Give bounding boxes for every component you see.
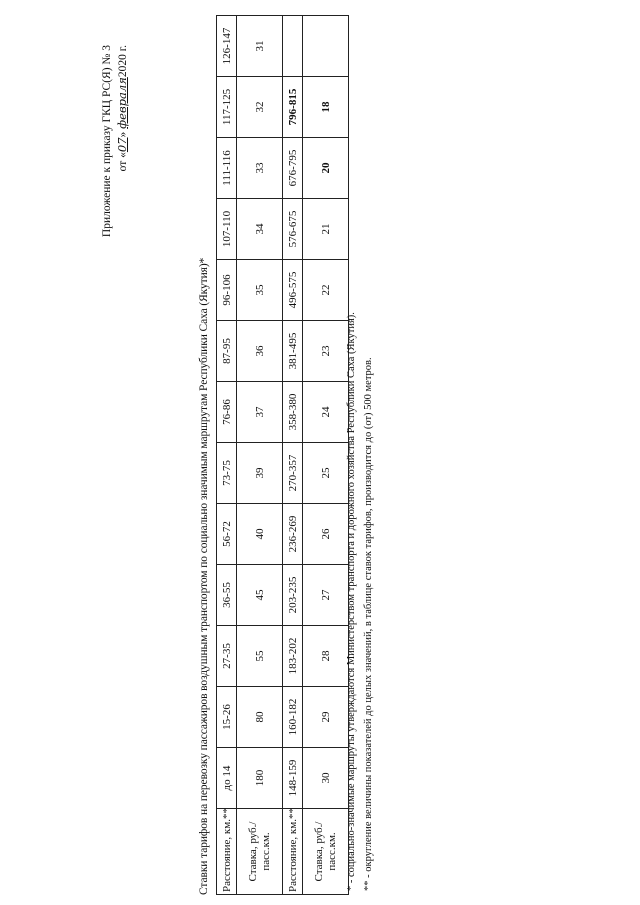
rate-cell: 40 <box>237 504 283 565</box>
rate-cell: 35 <box>237 260 283 321</box>
distance-cell: 76-86 <box>217 382 237 443</box>
footnote-2: ** - округление величины показателей до целых значений, в таблице ставок тарифов, производится до (от) 500 метров. <box>363 357 374 891</box>
rate-cell: 80 <box>237 687 283 748</box>
rate-cell: 27 <box>303 565 349 626</box>
appendix-order-line: Приложение к приказу ГКЦ РС(Я) № 3 <box>101 45 113 238</box>
distance-cell: до 14 <box>217 748 237 809</box>
appendix-header <box>100 45 131 345</box>
tariff-table <box>216 15 349 895</box>
table-row <box>283 16 303 895</box>
rate-cell: 30 <box>303 748 349 809</box>
rate-cell: 25 <box>303 443 349 504</box>
distance-cell: 183-202 <box>283 626 303 687</box>
distance-cell: 381-495 <box>283 321 303 382</box>
table-row <box>303 16 349 895</box>
distance-cell: 796-815 <box>283 77 303 138</box>
distance-cell: 676-795 <box>283 138 303 199</box>
rate-cell: 23 <box>303 321 349 382</box>
document-title: Ставки тарифов на перевозку пассажиров воздушным транспортом по социально значимым маршрутам Республики Саха (Якутия)* <box>198 257 210 895</box>
distance-cell: 126-147 <box>217 16 237 77</box>
distance-cell: 148-159 <box>283 748 303 809</box>
rate-cell: 36 <box>237 321 283 382</box>
rate-cell: 55 <box>237 626 283 687</box>
rate-cell: 39 <box>237 443 283 504</box>
distance-cell: 496-575 <box>283 260 303 321</box>
distance-cell: 117-125 <box>217 77 237 138</box>
rate-cell: 18 <box>303 77 349 138</box>
rate-cell: 28 <box>303 626 349 687</box>
distance-cell: 87-95 <box>217 321 237 382</box>
distance-cell: 15-26 <box>217 687 237 748</box>
rate-cell: 31 <box>237 16 283 77</box>
table-row <box>217 16 237 895</box>
rate-cell: 21 <box>303 199 349 260</box>
rate-label-cell: Ставка, руб./пасс.км. <box>303 809 349 895</box>
footnotes <box>343 11 377 891</box>
rate-cell: 180 <box>237 748 283 809</box>
rate-cell: 26 <box>303 504 349 565</box>
rate-cell: 33 <box>237 138 283 199</box>
distance-cell: 107-110 <box>217 199 237 260</box>
footnote-1: * - социально-значимые маршруты утверждаются Министерством транспорта и дорожного хозяйства Республики Саха (Якутия). <box>346 312 357 891</box>
distance-cell: 27-35 <box>217 626 237 687</box>
distance-cell: 236-269 <box>283 504 303 565</box>
distance-label-cell: Расстояние, км.** <box>283 809 303 895</box>
rate-cell: 45 <box>237 565 283 626</box>
distance-cell: 160-182 <box>283 687 303 748</box>
date-day-handwritten: 07 <box>115 137 129 153</box>
rate-label-cell: Ставка, руб./пасс.км. <box>237 809 283 895</box>
rate-cell: 29 <box>303 687 349 748</box>
distance-cell: 56-72 <box>217 504 237 565</box>
distance-cell: 73-75 <box>217 443 237 504</box>
rate-cell: 32 <box>237 77 283 138</box>
rate-cell: 20 <box>303 138 349 199</box>
empty-cell <box>303 16 349 77</box>
distance-cell: 111-116 <box>217 138 237 199</box>
empty-cell <box>283 16 303 77</box>
rate-cell: 24 <box>303 382 349 443</box>
rate-cell: 37 <box>237 382 283 443</box>
rate-cell: 34 <box>237 199 283 260</box>
appendix-date-line: от «07» февраля2020 г. <box>115 45 129 172</box>
distance-cell: 576-675 <box>283 199 303 260</box>
date-month-handwritten: февраля <box>115 77 129 129</box>
distance-cell: 358-380 <box>283 382 303 443</box>
distance-cell: 36-55 <box>217 565 237 626</box>
distance-label-cell: Расстояние, км.** <box>217 809 237 895</box>
table-row <box>237 16 283 895</box>
distance-cell: 270-357 <box>283 443 303 504</box>
rate-cell: 22 <box>303 260 349 321</box>
distance-cell: 203-235 <box>283 565 303 626</box>
distance-cell: 96-106 <box>217 260 237 321</box>
